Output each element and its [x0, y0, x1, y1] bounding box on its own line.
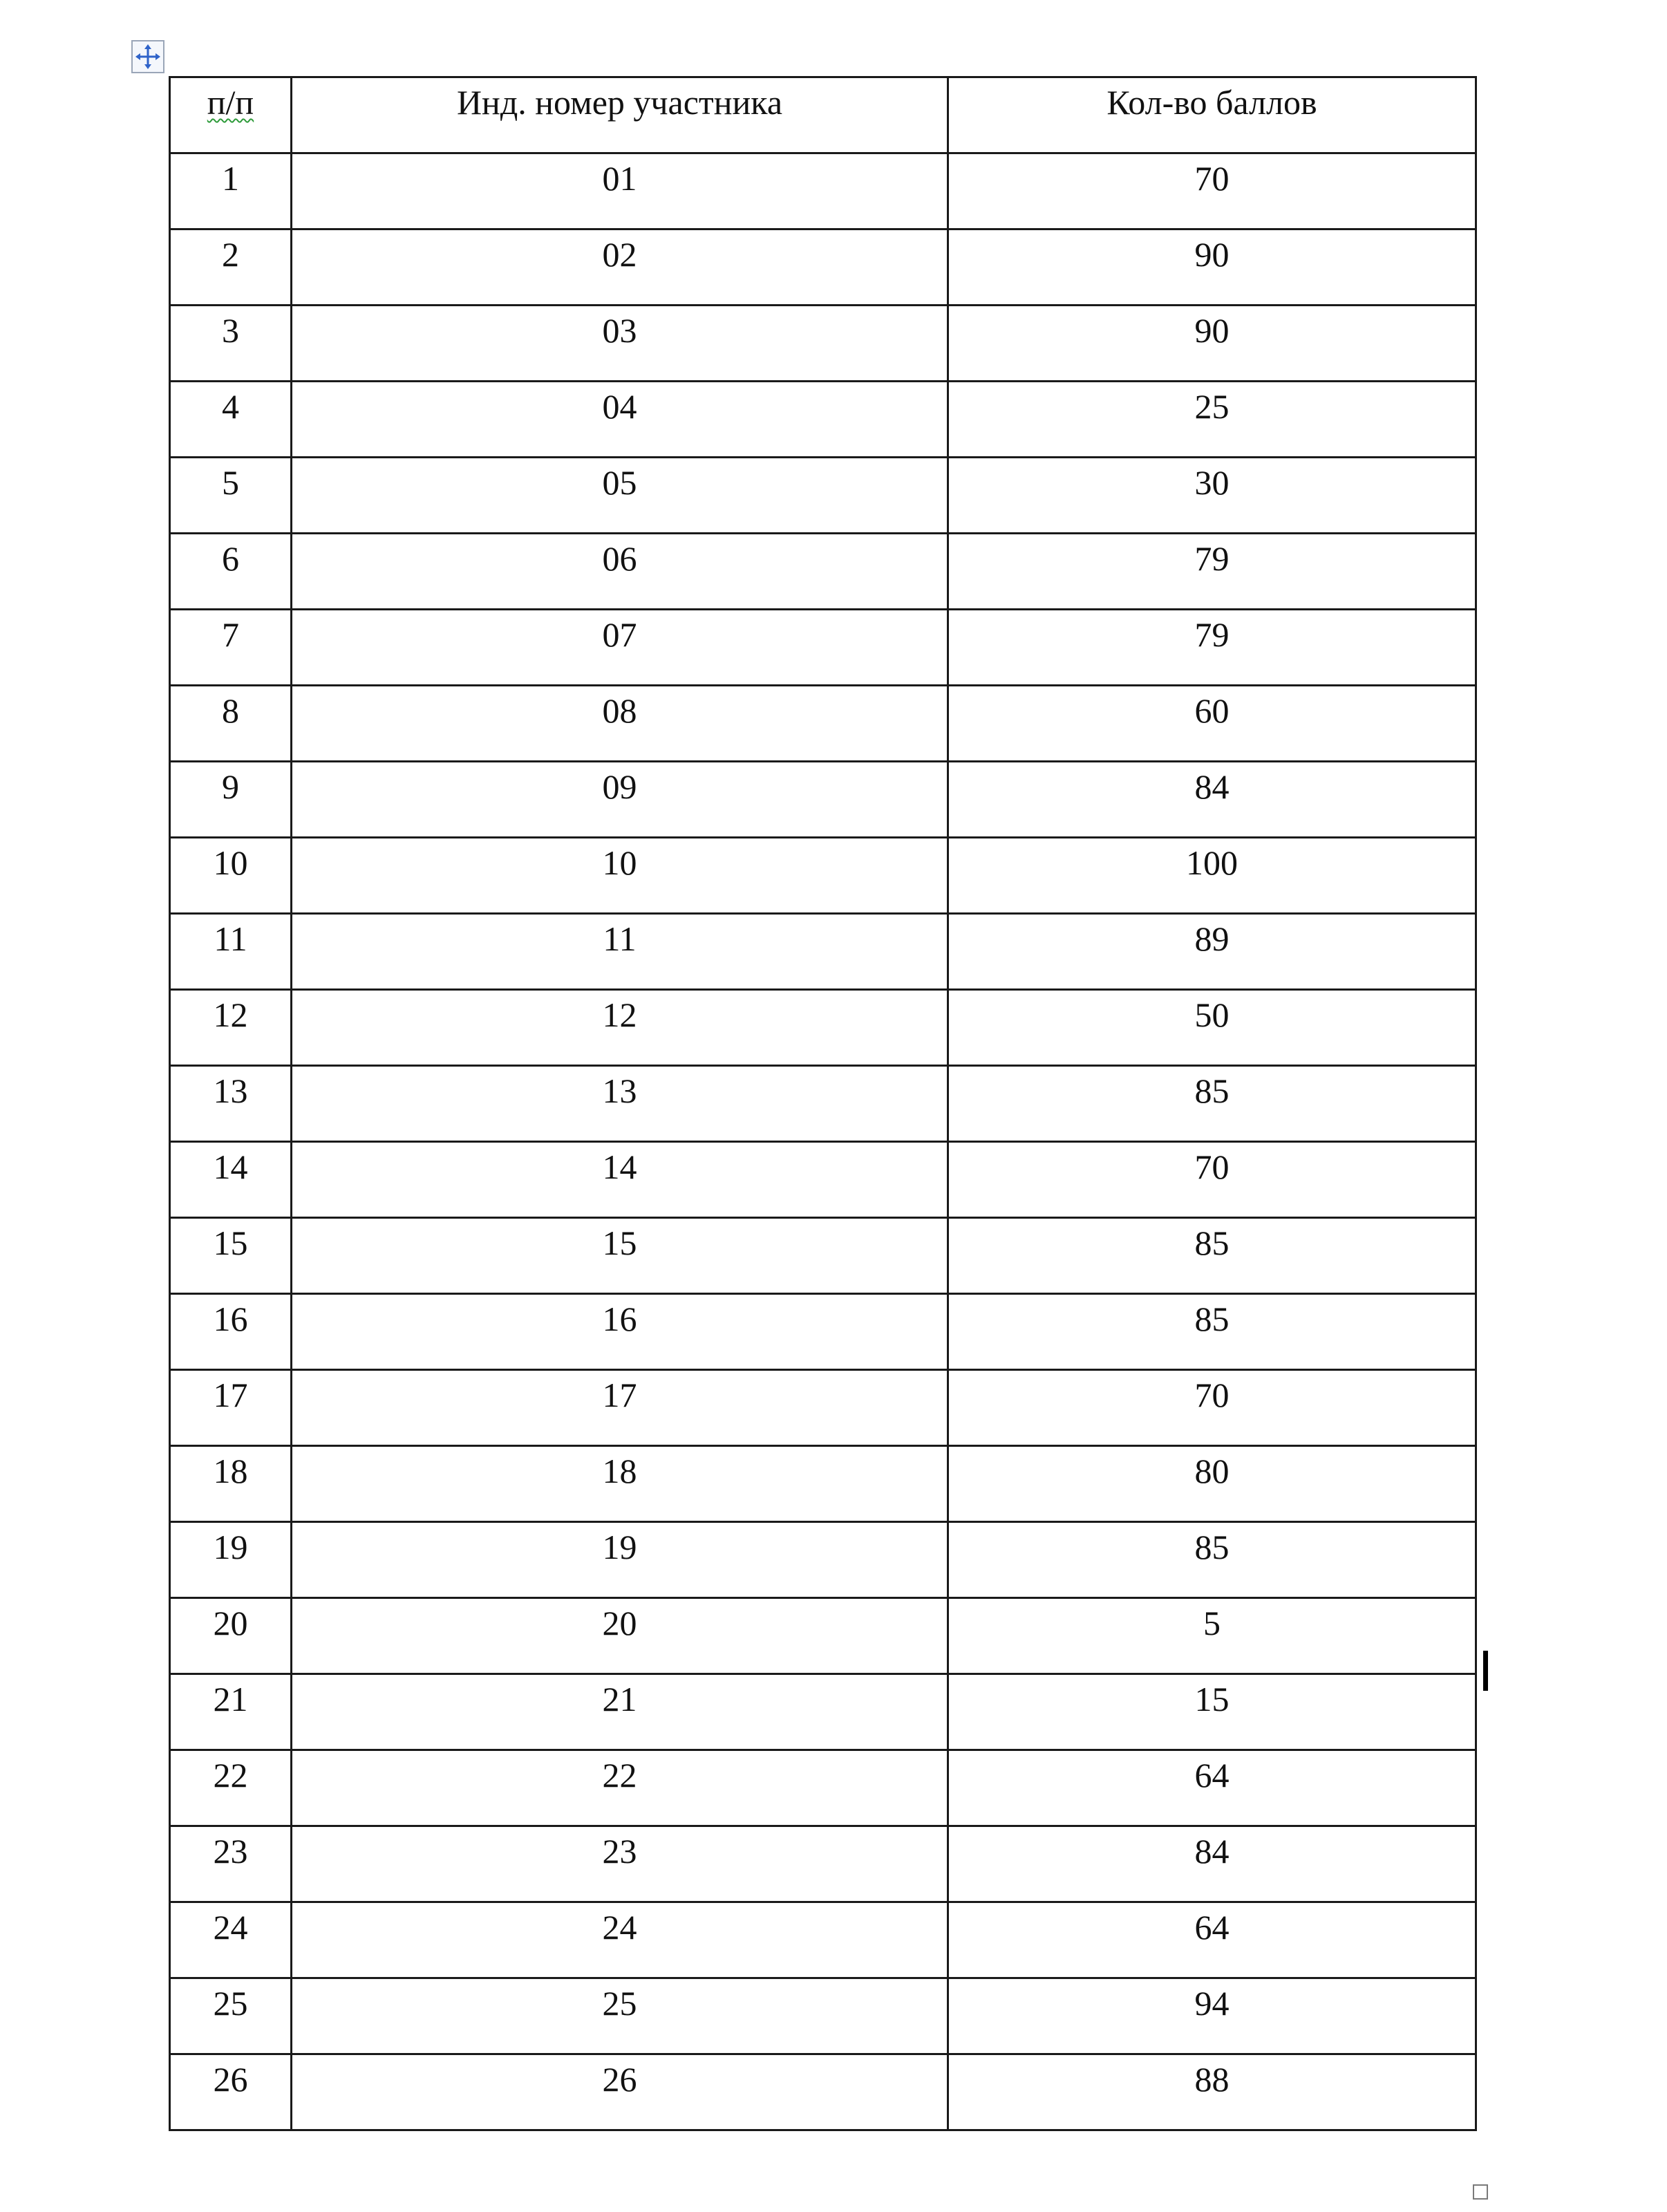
cell-value: 15	[602, 1224, 637, 1262]
table-row	[170, 534, 1476, 610]
cell-value: 25	[1194, 387, 1230, 426]
cell-value: 02	[602, 235, 637, 274]
cell-value: 16	[213, 1300, 248, 1338]
header-cell-num[interactable]	[170, 77, 292, 153]
cell-value: 21	[602, 1680, 637, 1718]
table-row	[170, 610, 1476, 686]
cell-score[interactable]	[948, 1370, 1476, 1446]
cell-value: 79	[1194, 539, 1230, 578]
cell-num[interactable]	[170, 1750, 292, 1826]
cell-value: 3	[222, 311, 239, 350]
table-row	[170, 1218, 1476, 1294]
table-row	[170, 458, 1476, 534]
cell-score[interactable]	[948, 1978, 1476, 2054]
cell-participant-id[interactable]	[292, 914, 948, 990]
cell-score[interactable]	[948, 1826, 1476, 1902]
table-row	[170, 1750, 1476, 1826]
cell-value: 23	[602, 1832, 637, 1871]
table-row	[170, 686, 1476, 762]
cell-score[interactable]	[948, 990, 1476, 1066]
table-row	[170, 153, 1476, 229]
cell-value: 26	[602, 2060, 637, 2099]
cell-num[interactable]	[170, 153, 292, 229]
cell-num[interactable]	[170, 382, 292, 458]
cell-num[interactable]	[170, 990, 292, 1066]
cell-num[interactable]	[170, 838, 292, 914]
cell-participant-id[interactable]	[292, 1902, 948, 1978]
score-table	[169, 76, 1477, 2131]
cell-num[interactable]	[170, 1902, 292, 1978]
cell-num[interactable]	[170, 1674, 292, 1750]
cell-value: 03	[602, 311, 637, 350]
cell-score[interactable]	[948, 1218, 1476, 1294]
table-row	[170, 306, 1476, 382]
cell-num[interactable]	[170, 2054, 292, 2130]
cell-num[interactable]	[170, 1142, 292, 1218]
cell-value: 10	[213, 843, 248, 882]
cell-value: 25	[213, 1984, 248, 2023]
cell-value: 64	[1194, 1756, 1230, 1794]
cell-num[interactable]	[170, 1294, 292, 1370]
cell-value: 24	[602, 1908, 637, 1947]
cell-value: 4	[222, 387, 239, 426]
text-cursor	[1483, 1651, 1488, 1691]
cell-participant-id[interactable]	[292, 1294, 948, 1370]
header-num-label: п/п	[207, 83, 254, 122]
cell-value: 13	[213, 1071, 248, 1110]
cell-score[interactable]	[948, 1522, 1476, 1598]
cell-participant-id[interactable]	[292, 1218, 948, 1294]
cell-value: 6	[222, 539, 239, 578]
table-row	[170, 1598, 1476, 1674]
cell-participant-id[interactable]	[292, 762, 948, 838]
cell-value: 09	[602, 767, 637, 806]
cell-score[interactable]	[948, 2054, 1476, 2130]
cell-value: 06	[602, 539, 637, 578]
cell-value: 79	[1194, 615, 1230, 654]
cell-value: 85	[1194, 1528, 1230, 1566]
header-cell-score[interactable]	[948, 77, 1476, 153]
cell-participant-id[interactable]	[292, 458, 948, 534]
cell-value: 15	[1194, 1680, 1230, 1718]
cell-participant-id[interactable]	[292, 382, 948, 458]
table-row	[170, 229, 1476, 306]
cell-score[interactable]	[948, 1142, 1476, 1218]
header-cell-participant-id[interactable]	[292, 77, 948, 153]
cell-num[interactable]	[170, 306, 292, 382]
cell-score[interactable]	[948, 1294, 1476, 1370]
cell-participant-id[interactable]	[292, 1142, 948, 1218]
cell-value: 22	[213, 1756, 248, 1794]
cell-value: 80	[1194, 1452, 1230, 1490]
table-row	[170, 1978, 1476, 2054]
cell-value: 85	[1194, 1224, 1230, 1262]
cell-value: 12	[213, 995, 248, 1034]
cell-participant-id[interactable]	[292, 610, 948, 686]
table-row	[170, 1826, 1476, 1902]
cell-value: 100	[1186, 843, 1238, 882]
table-row	[170, 1370, 1476, 1446]
cell-value: 08	[602, 691, 637, 730]
cell-value: 19	[213, 1528, 248, 1566]
table-row	[170, 1446, 1476, 1522]
cell-value: 25	[602, 1984, 637, 2023]
cell-num[interactable]	[170, 686, 292, 762]
cell-num[interactable]	[170, 1522, 292, 1598]
cell-participant-id[interactable]	[292, 534, 948, 610]
cell-num[interactable]	[170, 1066, 292, 1142]
table-move-handle-icon[interactable]	[131, 40, 164, 73]
cell-num[interactable]	[170, 534, 292, 610]
cell-value: 70	[1194, 1147, 1230, 1186]
cell-score[interactable]	[948, 534, 1476, 610]
table-row	[170, 1142, 1476, 1218]
cell-participant-id[interactable]	[292, 1674, 948, 1750]
cell-score[interactable]	[948, 1902, 1476, 1978]
cell-num[interactable]	[170, 1218, 292, 1294]
cell-value: 30	[1194, 463, 1230, 502]
cell-participant-id[interactable]	[292, 990, 948, 1066]
cell-num[interactable]	[170, 1598, 292, 1674]
cell-value: 90	[1194, 235, 1230, 274]
cell-participant-id[interactable]	[292, 686, 948, 762]
cell-num[interactable]	[170, 1370, 292, 1446]
cell-num[interactable]	[170, 229, 292, 306]
cell-score[interactable]	[948, 458, 1476, 534]
cell-value: 17	[602, 1376, 637, 1414]
cell-score[interactable]	[948, 838, 1476, 914]
cell-score[interactable]	[948, 153, 1476, 229]
cell-value: 9	[222, 767, 239, 806]
cell-participant-id[interactable]	[292, 1066, 948, 1142]
cell-value: 19	[602, 1528, 637, 1566]
cell-score[interactable]	[948, 306, 1476, 382]
cell-value: 85	[1194, 1071, 1230, 1110]
cell-value: 05	[602, 463, 637, 502]
cell-value: 04	[602, 387, 637, 426]
table-row	[170, 838, 1476, 914]
cell-value: 14	[213, 1147, 248, 1186]
cell-value: 10	[602, 843, 637, 882]
cell-value: 01	[602, 159, 637, 198]
cell-value: 18	[213, 1452, 248, 1490]
cell-value: 8	[222, 691, 239, 730]
cell-score[interactable]	[948, 1446, 1476, 1522]
cell-participant-id[interactable]	[292, 1522, 948, 1598]
cell-participant-id[interactable]	[292, 1826, 948, 1902]
cell-value: 07	[602, 615, 637, 654]
table-resize-handle[interactable]	[1473, 2184, 1488, 2200]
cell-value: 17	[213, 1376, 248, 1414]
cell-value: 23	[213, 1832, 248, 1871]
cell-value: 14	[602, 1147, 637, 1186]
cell-value: 7	[222, 615, 239, 654]
cell-participant-id[interactable]	[292, 306, 948, 382]
cell-value: 5	[222, 463, 239, 502]
cell-value: 84	[1194, 1832, 1230, 1871]
cell-value: 5	[1203, 1604, 1221, 1642]
cell-score[interactable]	[948, 229, 1476, 306]
cell-value: 11	[603, 919, 637, 958]
cell-participant-id[interactable]	[292, 2054, 948, 2130]
table-row	[170, 1066, 1476, 1142]
cell-participant-id[interactable]	[292, 838, 948, 914]
table-row	[170, 914, 1476, 990]
cell-num[interactable]	[170, 1826, 292, 1902]
table-row	[170, 2054, 1476, 2130]
cell-value: 90	[1194, 311, 1230, 350]
cell-value: 15	[213, 1224, 248, 1262]
cell-participant-id[interactable]	[292, 1446, 948, 1522]
table-header-row	[170, 77, 1476, 153]
table-row	[170, 762, 1476, 838]
cell-num[interactable]	[170, 1978, 292, 2054]
cell-participant-id[interactable]	[292, 1978, 948, 2054]
cell-score[interactable]	[948, 914, 1476, 990]
cell-participant-id[interactable]	[292, 229, 948, 306]
cell-score[interactable]	[948, 1674, 1476, 1750]
cell-num[interactable]	[170, 458, 292, 534]
cell-score[interactable]	[948, 1598, 1476, 1674]
table-row	[170, 1294, 1476, 1370]
cell-value: 16	[602, 1300, 637, 1338]
table-row	[170, 990, 1476, 1066]
cell-num[interactable]	[170, 762, 292, 838]
cell-score[interactable]	[948, 686, 1476, 762]
cell-value: 1	[222, 159, 239, 198]
cell-value: 24	[213, 1908, 248, 1947]
cell-score[interactable]	[948, 610, 1476, 686]
move-arrows-icon	[133, 41, 163, 72]
cell-value: 22	[602, 1756, 637, 1794]
cell-participant-id[interactable]	[292, 1750, 948, 1826]
cell-participant-id[interactable]	[292, 1598, 948, 1674]
cell-num[interactable]	[170, 1446, 292, 1522]
table-row	[170, 1674, 1476, 1750]
cell-num[interactable]	[170, 610, 292, 686]
cell-score[interactable]	[948, 1750, 1476, 1826]
cell-score[interactable]	[948, 762, 1476, 838]
cell-value: 18	[602, 1452, 637, 1490]
cell-value: 11	[214, 919, 247, 958]
cell-value: 70	[1194, 159, 1230, 198]
cell-value: 20	[602, 1604, 637, 1642]
header-score-label: Кол-во баллов	[1106, 83, 1317, 122]
table-row	[170, 1522, 1476, 1598]
cell-value: 2	[222, 235, 239, 274]
cell-num[interactable]	[170, 914, 292, 990]
cell-value: 60	[1194, 691, 1230, 730]
cell-value: 88	[1194, 2060, 1230, 2099]
cell-value: 64	[1194, 1908, 1230, 1947]
table-row	[170, 382, 1476, 458]
cell-value: 26	[213, 2060, 248, 2099]
header-participant-id-label: Инд. номер участника	[456, 83, 783, 122]
cell-participant-id[interactable]	[292, 1370, 948, 1446]
table-row	[170, 1902, 1476, 1978]
cell-value: 85	[1194, 1300, 1230, 1338]
cell-score[interactable]	[948, 1066, 1476, 1142]
cell-score[interactable]	[948, 382, 1476, 458]
cell-value: 94	[1194, 1984, 1230, 2023]
cell-value: 89	[1194, 919, 1230, 958]
cell-value: 12	[602, 995, 637, 1034]
cell-value: 50	[1194, 995, 1230, 1034]
cell-value: 84	[1194, 767, 1230, 806]
cell-value: 70	[1194, 1376, 1230, 1414]
cell-participant-id[interactable]	[292, 153, 948, 229]
cell-value: 20	[213, 1604, 248, 1642]
cell-value: 21	[213, 1680, 248, 1718]
cell-value: 13	[602, 1071, 637, 1110]
